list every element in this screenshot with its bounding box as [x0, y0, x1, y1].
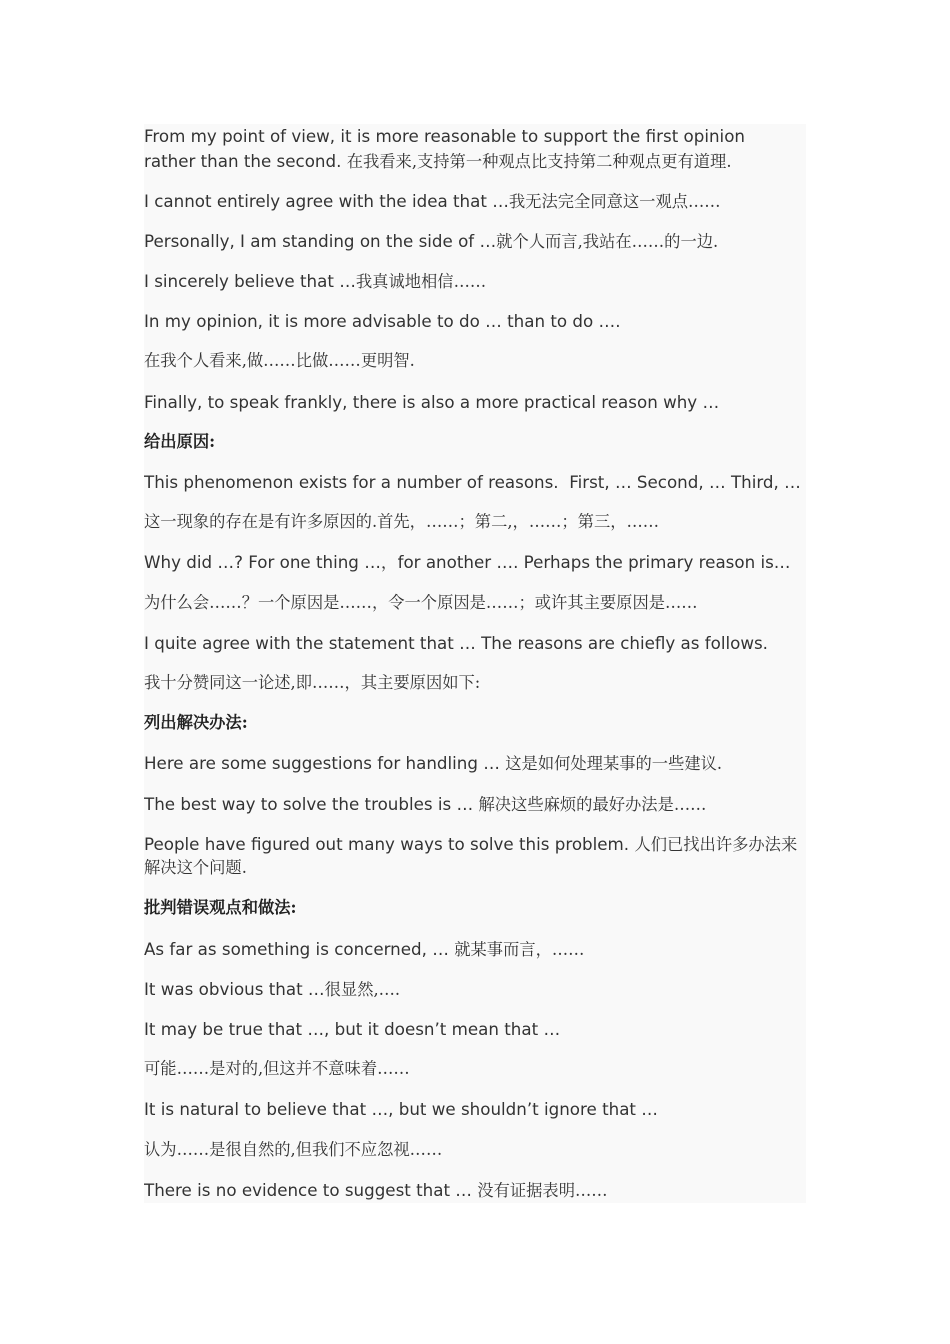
text-line: [144, 189, 806, 214]
phrase-paragraph: [144, 792, 806, 817]
english-phrase: The best way to solve the troubles is …: [144, 793, 479, 814]
chinese-translation: 在我看来,支持第一种观点比支持第二种观点更有道理.: [346, 151, 732, 171]
english-phrase: I sincerely believe that …: [144, 271, 356, 292]
text-line: [144, 1017, 806, 1042]
phrase-paragraph: [144, 751, 806, 776]
phrase-paragraph: [144, 591, 806, 616]
english-phrase: rather than the second.: [144, 150, 347, 171]
chinese-translation: 就某事而言，……: [454, 939, 585, 959]
text-line: [144, 591, 806, 616]
heading-line: [144, 711, 806, 736]
phrase-paragraph: [144, 977, 806, 1002]
phrase-paragraph: [144, 124, 806, 173]
text-line: [144, 550, 806, 575]
phrase-paragraph: [144, 1017, 806, 1042]
chinese-translation: 解决这个问题.: [144, 858, 247, 878]
text-line: [144, 149, 806, 174]
text-line: [144, 977, 806, 1002]
phrase-paragraph: [144, 390, 806, 415]
chinese-translation: 在我个人看来,做……比做……更明智.: [144, 351, 415, 371]
phrase-paragraph: [144, 269, 806, 294]
phrase-paragraph: [144, 550, 806, 575]
section-heading-criticism: [144, 896, 806, 921]
phrase-list-block: [144, 124, 806, 1203]
text-line: [144, 792, 806, 817]
heading-text: 列出解决办法:: [144, 713, 248, 733]
phrase-paragraph: [144, 189, 806, 214]
text-line: [144, 1097, 806, 1122]
text-line: [144, 470, 806, 495]
phrase-paragraph: [144, 229, 806, 254]
english-phrase: Here are some suggestions for handling …: [144, 753, 506, 774]
english-phrase: This phenomenon exists for a number of reasons. First, … Second, … Third, …: [144, 472, 801, 492]
heading-text: 批判错误观点和做法:: [144, 898, 297, 918]
text-line: [144, 510, 806, 535]
english-phrase: In my opinion, it is more advisable to do … than to do ….: [144, 311, 621, 332]
chinese-translation: 我十分赞同这一论述,即……，其主要原因如下:: [144, 672, 481, 692]
text-line: [144, 856, 806, 881]
text-line: [144, 229, 806, 254]
phrase-paragraph: [144, 309, 806, 334]
section-heading-solutions: [144, 711, 806, 736]
english-phrase: As far as something is concerned, …: [144, 938, 455, 959]
english-phrase: Finally, to speak frankly, there is also a more practical reason why …: [144, 391, 720, 412]
text-line: [144, 349, 806, 374]
english-phrase: It is natural to believe that …, but we shouldn’t ignore that …: [144, 1099, 658, 1120]
chinese-translation: 就个人而言,我站在……的一边.: [496, 231, 719, 251]
section-heading-reasons: [144, 430, 806, 455]
chinese-translation: 没有证据表明……: [477, 1180, 608, 1200]
phrase-paragraph: [144, 470, 806, 495]
phrase-paragraph: [144, 1178, 806, 1203]
text-line: [144, 1138, 806, 1163]
text-line: [144, 832, 806, 857]
phrase-paragraph: [144, 631, 806, 656]
chinese-translation: 可能……是对的,但这并不意味着……: [144, 1059, 410, 1079]
english-phrase: From my point of view, it is more reasonable to support the first opinion: [144, 126, 745, 146]
english-phrase: Why did …? For one thing …，for another …. Perhaps the primary reason is…: [144, 552, 791, 573]
chinese-translation: 为什么会……？一个原因是……，令一个原因是……；或许其主要原因是……: [144, 592, 698, 612]
text-line: [144, 937, 806, 962]
chinese-translation: 人们已找出许多办法来: [634, 834, 798, 854]
phrase-paragraph: [144, 1057, 806, 1082]
phrase-paragraph: [144, 832, 806, 881]
chinese-translation: 解决这些麻烦的最好办法是……: [478, 794, 707, 814]
text-line: [144, 390, 806, 415]
text-line: [144, 751, 806, 776]
english-phrase: I quite agree with the statement that … The reasons are chiefly as follows.: [144, 632, 768, 653]
text-line: [144, 269, 806, 294]
text-line: [144, 1057, 806, 1082]
chinese-translation: 这一现象的存在是有许多原因的.首先，……；第二,，……；第三，……: [144, 512, 660, 532]
text-line: [144, 631, 806, 656]
phrase-paragraph: [144, 510, 806, 535]
english-phrase: Personally, I am standing on the side of …: [144, 230, 497, 251]
heading-text: 给出原因:: [144, 431, 216, 451]
text-line: [144, 309, 806, 334]
phrase-paragraph: [144, 1138, 806, 1163]
phrase-paragraph: [144, 937, 806, 962]
text-line: [144, 671, 806, 696]
text-line: [144, 124, 806, 149]
chinese-translation: 这是如何处理某事的一些建议.: [505, 754, 723, 774]
english-phrase: People have figured out many ways to solve this problem.: [144, 833, 635, 854]
english-phrase: I cannot entirely agree with the idea that …: [144, 190, 509, 211]
english-phrase: It may be true that …, but it doesn’t mean that …: [144, 1018, 561, 1039]
chinese-translation: 我无法完全同意这一观点……: [508, 191, 721, 211]
heading-line: [144, 430, 806, 455]
chinese-translation: 认为……是很自然的,但我们不应忽视……: [144, 1139, 443, 1159]
english-phrase: There is no evidence to suggest that …: [144, 1179, 478, 1200]
text-line: [144, 1178, 806, 1203]
chinese-translation: 很显然,….: [324, 979, 401, 999]
english-phrase: It was obvious that …: [144, 978, 325, 999]
heading-line: [144, 896, 806, 921]
phrase-paragraph: [144, 1097, 806, 1122]
phrase-paragraph: [144, 671, 806, 696]
chinese-translation: 我真诚地相信……: [355, 272, 487, 292]
phrase-paragraph: [144, 349, 806, 374]
